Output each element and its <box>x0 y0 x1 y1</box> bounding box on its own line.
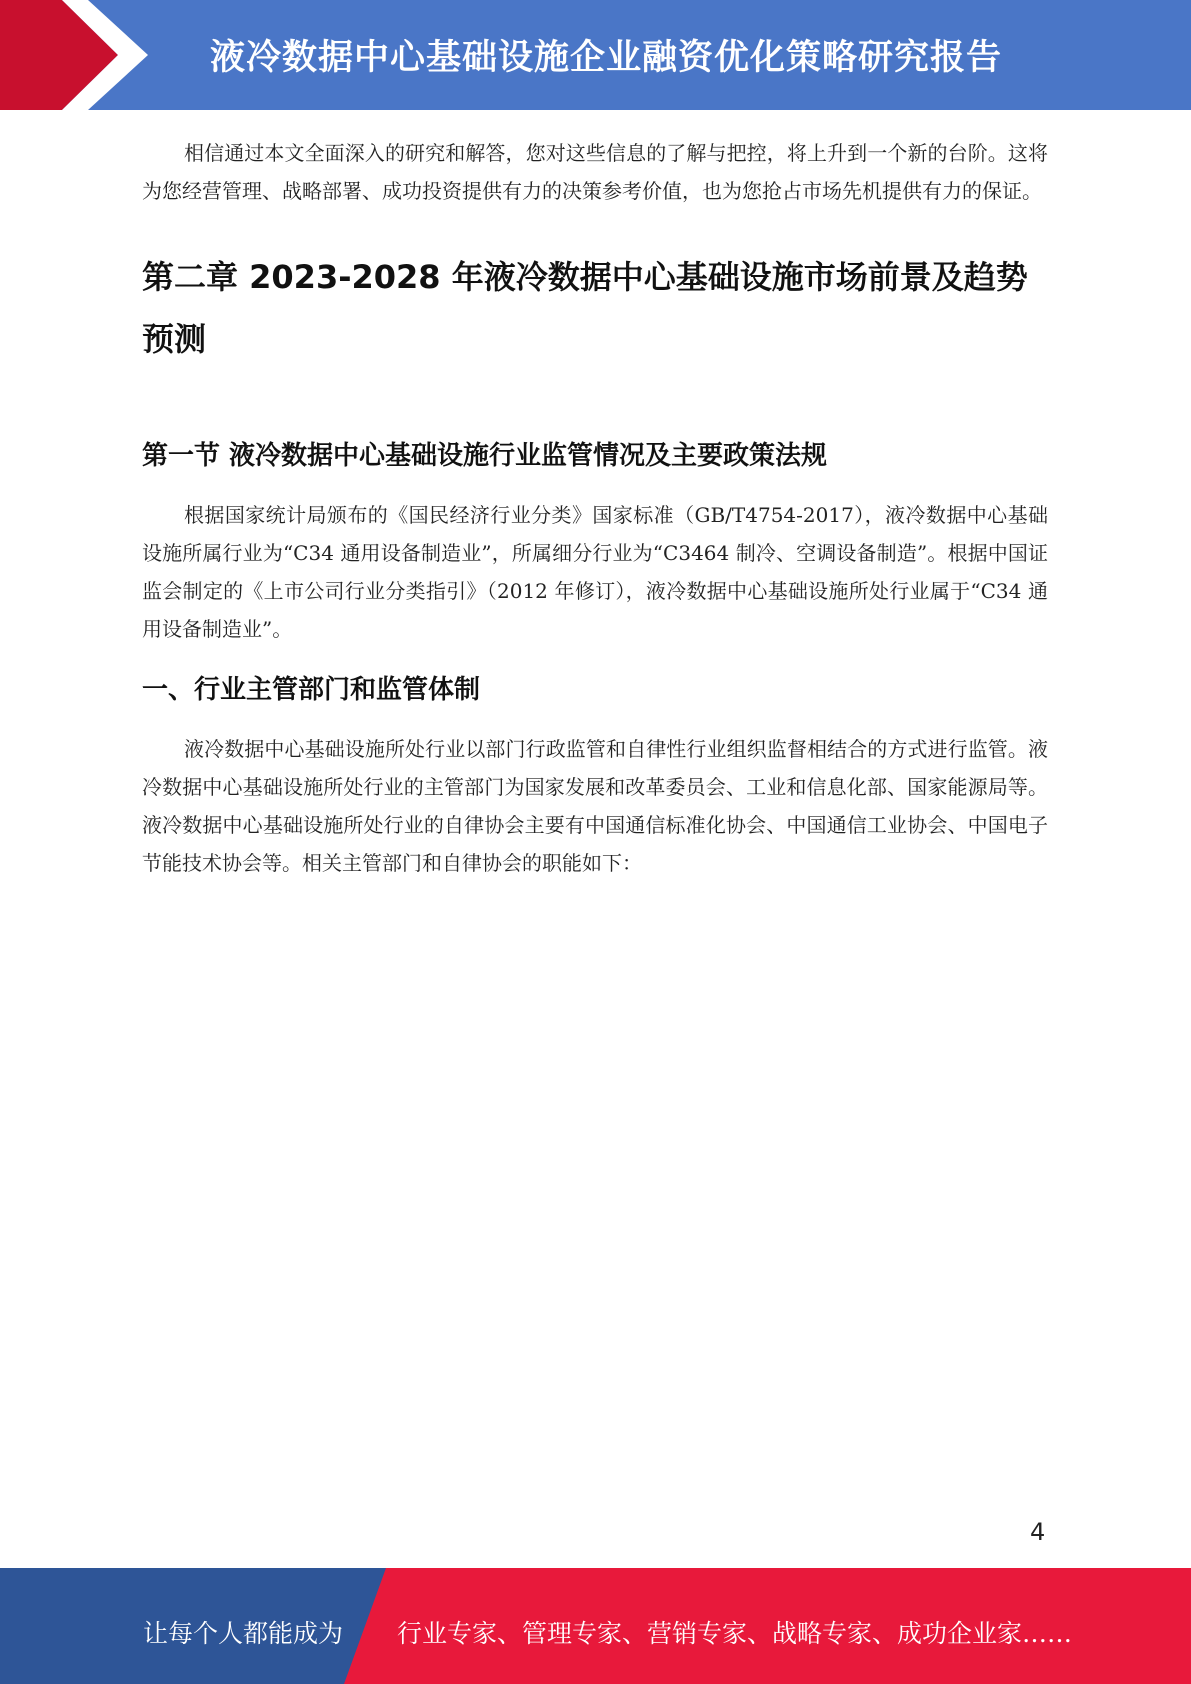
document-body <box>142 134 1048 882</box>
section-paragraph: 根据国家统计局颁布的《国民经济行业分类》国家标准（GB/T4754-2017），液冷数据中心基础设施所属行业为“C34 通用设备制造业”，所属细分行业为“C3464 制冷、空调设备制造”。根据中国证监会制定的《上市公司行业分类指引》（2012 年修订），液冷数据中心基础设施所处行业属于“C34 通用设备制造业”。 <box>142 503 1048 641</box>
header-chevron-graphic <box>0 0 160 110</box>
page-header <box>0 0 1191 110</box>
footer-slogan-right: 行业专家、管理专家、营销专家、战略专家、成功企业家…… <box>397 1619 1073 1648</box>
subsection-paragraph: 液冷数据中心基础设施所处行业以部门行政监管和自律性行业组织监督相结合的方式进行监管。液冷数据中心基础设施所处行业的主管部门为国家发展和改革委员会、工业和信息化部、国家能源局等。液冷数据中心基础设施所处行业的自律协会主要有中国通信标准化协会、中国通信工业协会、中国电子节能技术协会等。相关主管部门和自律协会的职能如下： <box>142 737 1048 875</box>
section-title: 第一节 液冷数据中心基础设施行业监管情况及主要政策法规 <box>142 441 828 471</box>
subsection-title: 一、行业主管部门和监管体制 <box>142 675 481 705</box>
report-title: 液冷数据中心基础设施企业融资优化策略研究报告 <box>210 38 1003 78</box>
page-footer <box>0 1568 1191 1684</box>
page-number: 4 <box>1030 1518 1046 1546</box>
chapter-title: 第二章 2023-2028 年液冷数据中心基础设施市场前景及趋势预测 <box>142 258 1028 358</box>
intro-paragraph: 相信通过本文全面深入的研究和解答，您对这些信息的了解与把控，将上升到一个新的台阶。这将为您经营管理、战略部署、成功投资提供有力的决策参考价值，也为您抢占市场先机提供有力的保证。 <box>142 141 1048 203</box>
footer-slogan-left: 让每个人都能成为 <box>143 1619 344 1648</box>
